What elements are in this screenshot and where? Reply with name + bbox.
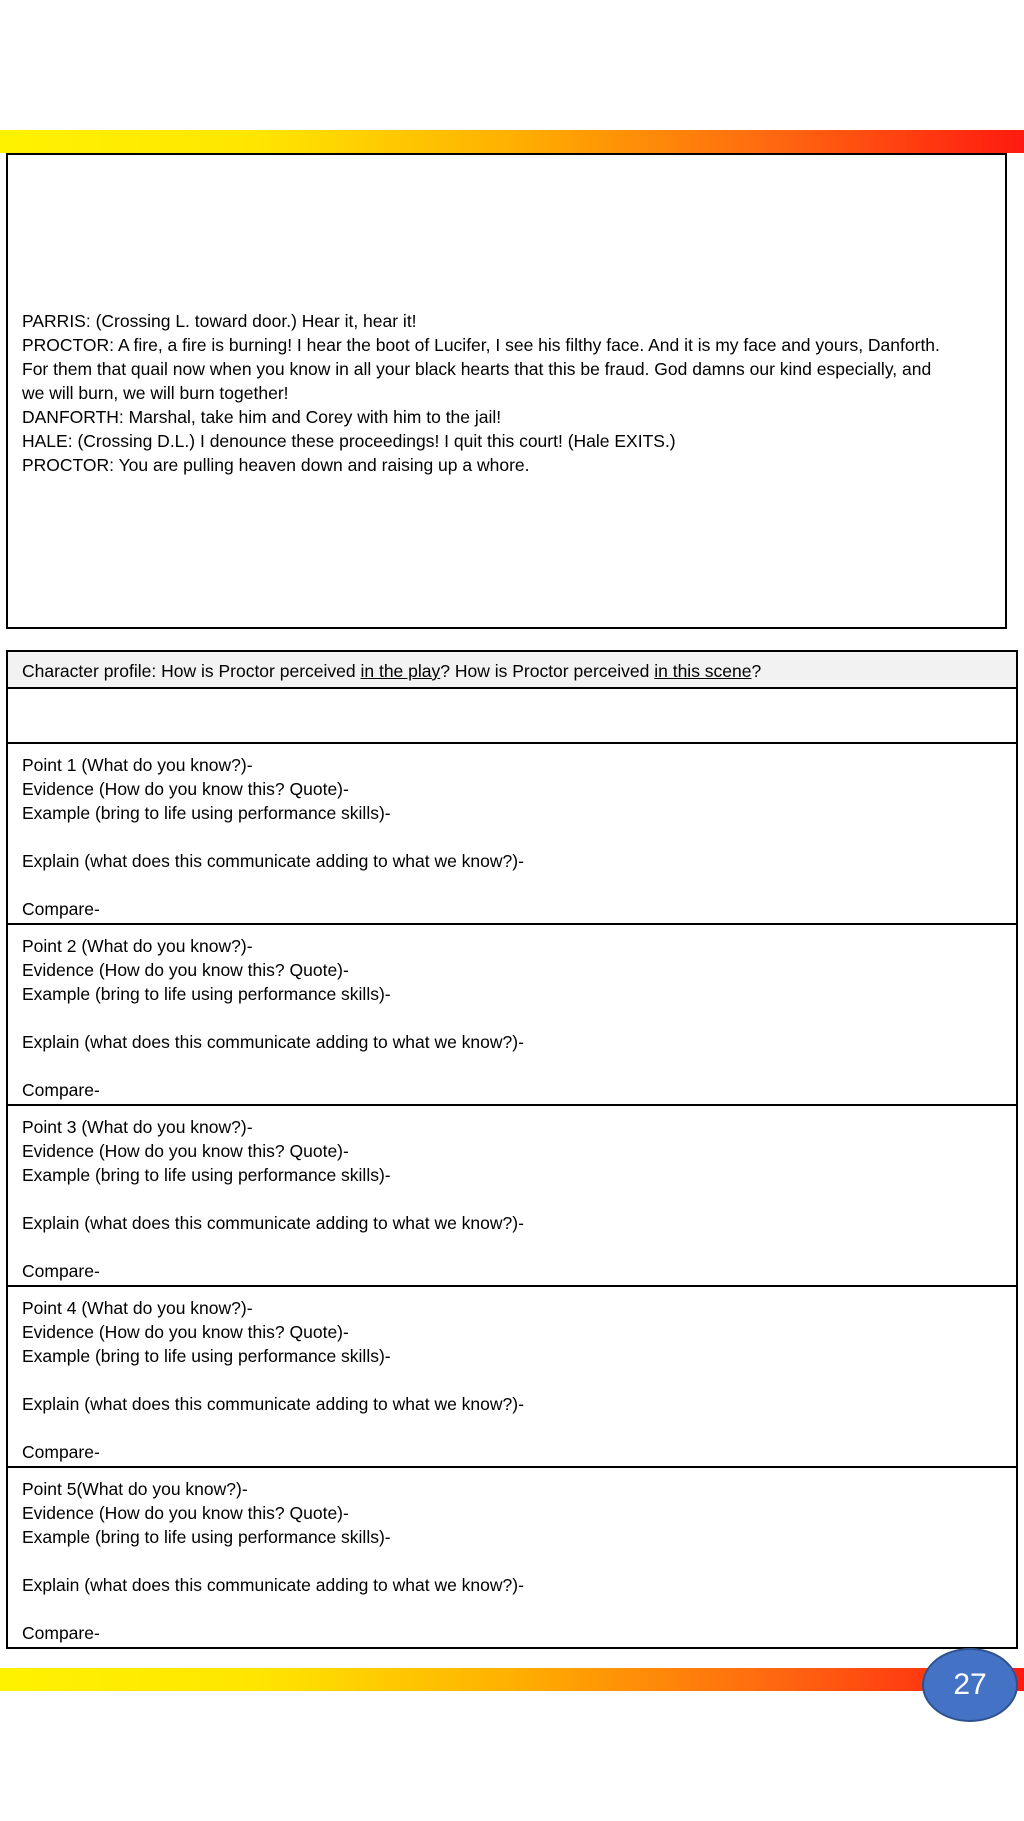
point-label: Point 4 (What do you know?)- <box>22 1298 253 1318</box>
example-label: Example (bring to life using performance skills)- <box>22 1165 391 1185</box>
point-3-row[interactable] <box>8 1106 1016 1287</box>
script-line: For them that quail now when you know in all your black hearts that this be fraud. God damns our kind especially, and <box>22 359 932 379</box>
example-label: Example (bring to life using performance skills)- <box>22 803 391 823</box>
script-line: PROCTOR: You are pulling heaven down and raising up a whore. <box>22 455 530 475</box>
spacer <box>22 1597 1002 1621</box>
script-excerpt-text <box>22 309 992 477</box>
explain-label: Explain (what does this communicate adding to what we know?)- <box>22 1575 524 1595</box>
character-profile-table <box>6 650 1018 1649</box>
point-label: Point 3 (What do you know?)- <box>22 1117 253 1137</box>
point-2-row[interactable] <box>8 925 1016 1106</box>
profile-header-underline-scene: in this scene <box>654 661 752 681</box>
script-line: PROCTOR: A fire, a fire is burning! I hear the boot of Lucifer, I see his filthy face. And it is my face and yours, Danforth. <box>22 335 940 355</box>
point-1-row[interactable] <box>8 744 1016 925</box>
compare-label: Compare- <box>22 1261 100 1281</box>
explain-label: Explain (what does this communicate adding to what we know?)- <box>22 1394 524 1414</box>
spacer <box>22 873 1002 897</box>
evidence-label: Evidence (How do you know this? Quote)- <box>22 779 349 799</box>
profile-header-underline-play: in the play <box>360 661 441 681</box>
profile-header-text: ? <box>751 661 762 681</box>
evidence-label: Evidence (How do you know this? Quote)- <box>22 1503 349 1523</box>
profile-header-text: Character profile: How is Proctor perceived <box>22 661 361 681</box>
example-label: Example (bring to life using performance skills)- <box>22 1527 391 1547</box>
point-5-row[interactable] <box>8 1468 1016 1647</box>
example-label: Example (bring to life using performance skills)- <box>22 984 391 1004</box>
compare-label: Compare- <box>22 899 100 919</box>
explain-label: Explain (what does this communicate adding to what we know?)- <box>22 1032 524 1052</box>
bottom-gradient-band <box>0 1668 1024 1691</box>
spacer <box>22 1006 1002 1030</box>
evidence-label: Evidence (How do you know this? Quote)- <box>22 1322 349 1342</box>
spacer <box>22 1549 1002 1573</box>
spacer <box>22 1235 1002 1259</box>
explain-label: Explain (what does this communicate adding to what we know?)- <box>22 851 524 871</box>
script-excerpt-box <box>6 153 1007 629</box>
script-line: DANFORTH: Marshal, take him and Corey with him to the jail! <box>22 407 502 427</box>
spacer <box>22 1416 1002 1440</box>
spacer <box>22 1187 1002 1211</box>
point-4-row[interactable] <box>8 1287 1016 1468</box>
profile-blank-answer-row[interactable] <box>8 689 1016 744</box>
script-line: HALE: (Crossing D.L.) I denounce these proceedings! I quit this court! (Hale EXITS.) <box>22 431 676 451</box>
page-number-badge: 27 <box>922 1648 1018 1722</box>
point-label: Point 5(What do you know?)- <box>22 1479 248 1499</box>
spacer <box>22 825 1002 849</box>
example-label: Example (bring to life using performance skills)- <box>22 1346 391 1366</box>
compare-label: Compare- <box>22 1080 100 1100</box>
compare-label: Compare- <box>22 1623 100 1643</box>
evidence-label: Evidence (How do you know this? Quote)- <box>22 1141 349 1161</box>
top-gradient-band <box>0 130 1024 153</box>
script-line: PARRIS: (Crossing L. toward door.) Hear it, hear it! <box>22 311 417 331</box>
spacer <box>22 1368 1002 1392</box>
explain-label: Explain (what does this communicate adding to what we know?)- <box>22 1213 524 1233</box>
profile-header-text: ? How is Proctor perceived <box>440 661 655 681</box>
evidence-label: Evidence (How do you know this? Quote)- <box>22 960 349 980</box>
compare-label: Compare- <box>22 1442 100 1462</box>
point-label: Point 1 (What do you know?)- <box>22 755 253 775</box>
spacer <box>22 1054 1002 1078</box>
script-line: we will burn, we will burn together! <box>22 383 289 403</box>
profile-header <box>8 652 1016 689</box>
point-label: Point 2 (What do you know?)- <box>22 936 253 956</box>
